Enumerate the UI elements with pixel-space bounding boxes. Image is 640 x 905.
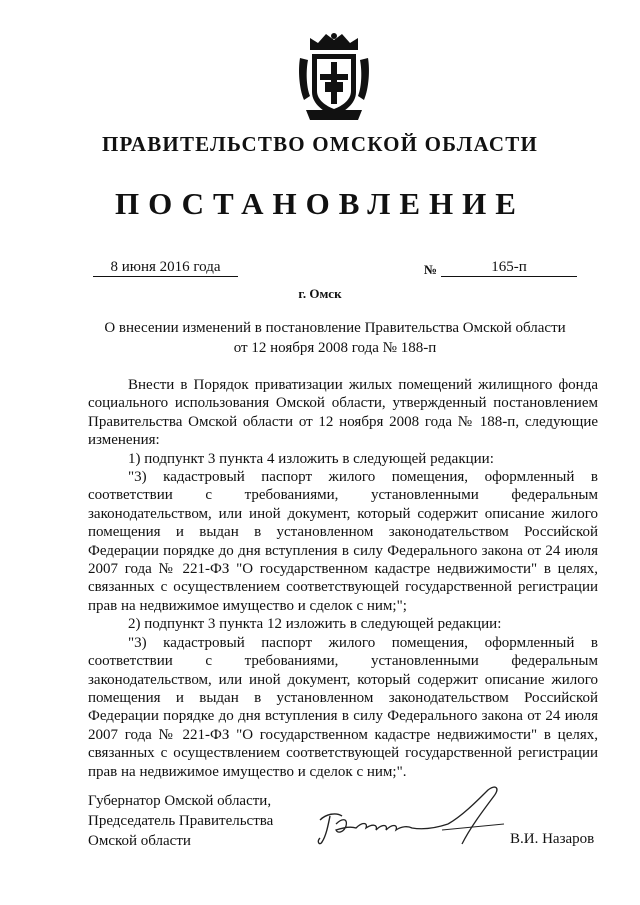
coat-of-arms-emblem bbox=[296, 30, 372, 122]
subject-line-2: от 12 ноября 2008 года № 188-п bbox=[233, 340, 437, 356]
document-city: г. Омск bbox=[298, 286, 342, 301]
document-date: 8 июня 2016 года bbox=[93, 258, 238, 277]
signer-position bbox=[88, 791, 273, 851]
signer-position-line-1: Губернатор Омской области, bbox=[88, 793, 272, 809]
signer-position-line-3: Омской области bbox=[88, 833, 191, 849]
government-title: ПРАВИТЕЛЬСТВО ОМСКОЙ ОБЛАСТИ bbox=[101, 132, 538, 156]
signer-name: В.И. Назаров bbox=[510, 831, 595, 847]
item-1-text: "3) кадастровый паспорт жилого помещения, оформленный в соответствии с требованиями, установленными федеральным законодательством, или иной документ, который содержит описание жилого помещения и выдан в установленном законодательством Российской Федерации порядке до дня вступления в силу Федерального закона от 24 июля 2007 года № 221-ФЗ "О государственном кадастре недвижимости" в целях, связанных с осуществлением соответствующей государственной регистрации прав на недвижимое имущество и сделок с ним;"; bbox=[88, 469, 598, 614]
intro-paragraph: Внести в Порядок приватизации жилых помещений жилищного фонда социального использования Омской области, утвержденный постановлением Правительства Омской области от 12 ноября 2008 года № 188-п, следующие изменения: bbox=[88, 377, 598, 449]
signer-position-line-2: Председатель Правительства bbox=[88, 813, 274, 829]
number-sign: № bbox=[424, 262, 438, 277]
document-type-title: ПОСТАНОВЛЕНИЕ bbox=[115, 186, 525, 221]
document-body bbox=[88, 376, 598, 781]
document-subject bbox=[100, 318, 570, 358]
subject-line-1: О внесении изменений в постановление Правительства Омской области bbox=[104, 320, 566, 336]
handwritten-signature bbox=[312, 780, 512, 850]
item-2-text: "3) кадастровый паспорт жилого помещения, оформленный в соответствии с требованиями, установленными федеральным законодательством, или иной документ, который содержит описание жилого помещения и выдан в установленном законодательством Российской Федерации порядке до дня вступления в силу Федерального закона от 24 июля 2007 года № 221-ФЗ "О государственном кадастре недвижимости" в целях, связанных с осуществлением соответствующей государственной регистрации прав на недвижимое имущество и сделок с ним;". bbox=[88, 634, 598, 780]
item-2-heading: 2) подпункт 3 пункта 12 изложить в следующей редакции: bbox=[128, 616, 502, 633]
document-number: 165-п bbox=[441, 258, 577, 277]
item-1-heading: 1) подпункт 3 пункта 4 изложить в следующей редакции: bbox=[128, 450, 494, 467]
